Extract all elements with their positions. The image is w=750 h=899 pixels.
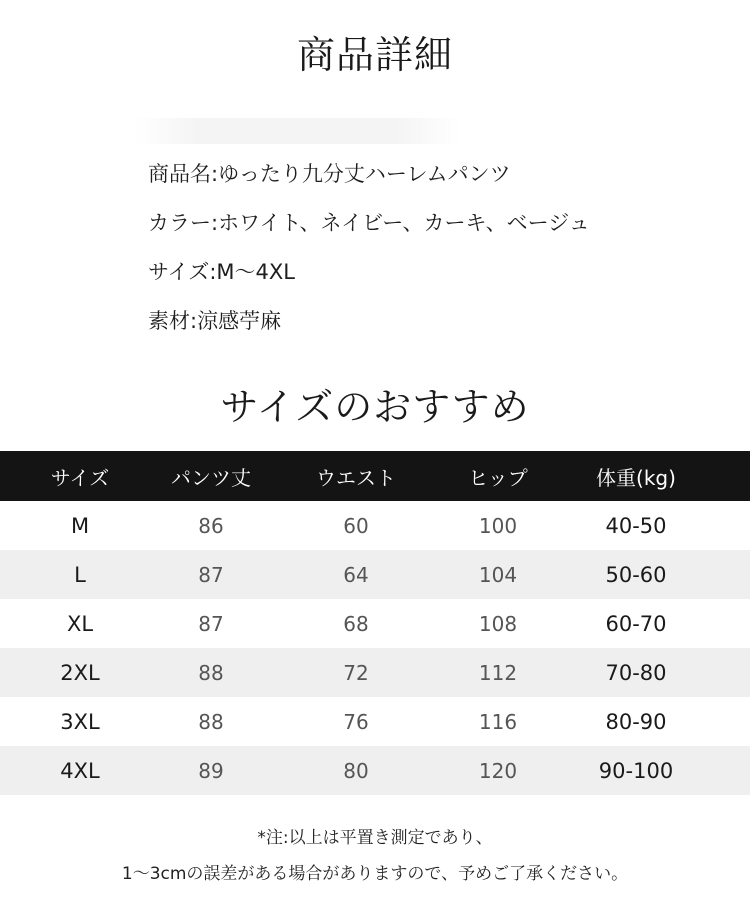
size-section-title: サイズのおすすめ bbox=[220, 385, 530, 429]
cell-length: 87 bbox=[198, 562, 224, 587]
header-length: パンツ丈 bbox=[171, 465, 251, 490]
cell-size: 4XL bbox=[60, 758, 100, 783]
note-line-2: 1〜3cmの誤差がある場合がありますので、予めご了承ください。 bbox=[121, 864, 629, 884]
spec-value: ゆったり九分丈ハーレムパンツ bbox=[218, 162, 511, 186]
cell-weight: 70-80 bbox=[605, 660, 667, 685]
cell-hip: 100 bbox=[478, 513, 518, 538]
decorative-shadow bbox=[135, 118, 460, 144]
cell-length: 89 bbox=[198, 758, 224, 783]
spec-value: M〜4XL bbox=[216, 260, 295, 284]
cell-length: 88 bbox=[198, 709, 224, 734]
spec-label: カラー bbox=[148, 211, 211, 235]
spec-value: 涼感苧麻 bbox=[197, 309, 282, 333]
cell-hip: 108 bbox=[478, 611, 518, 636]
cell-waist: 60 bbox=[343, 513, 369, 538]
cell-length: 87 bbox=[198, 611, 224, 636]
header-waist: ウエスト bbox=[316, 465, 396, 490]
cell-length: 88 bbox=[198, 660, 224, 685]
header-size: サイズ bbox=[50, 465, 110, 490]
table-row bbox=[0, 501, 750, 550]
cell-waist: 80 bbox=[343, 758, 369, 783]
page-title: 商品詳細 bbox=[296, 33, 453, 77]
note-line-1: *注:以上は平置き測定であり、 bbox=[257, 828, 493, 848]
cell-weight: 60-70 bbox=[605, 611, 667, 636]
table-row bbox=[0, 599, 750, 648]
table-row bbox=[0, 648, 750, 697]
cell-weight: 50-60 bbox=[605, 562, 667, 587]
cell-length: 86 bbox=[198, 513, 224, 538]
cell-size: XL bbox=[66, 611, 94, 636]
cell-waist: 76 bbox=[343, 709, 369, 734]
cell-size: L bbox=[74, 562, 86, 587]
spec-separator: : bbox=[190, 309, 198, 333]
spec-row-color bbox=[148, 205, 708, 254]
spec-label: 商品名 bbox=[148, 162, 211, 186]
size-table bbox=[0, 451, 750, 795]
cell-size: 3XL bbox=[60, 709, 100, 734]
header-weight: 体重(kg) bbox=[596, 465, 676, 490]
cell-hip: 112 bbox=[478, 660, 518, 685]
spec-label: 素材 bbox=[148, 309, 190, 333]
spec-row-product-name bbox=[148, 156, 708, 205]
spec-row-size bbox=[148, 254, 708, 303]
cell-waist: 72 bbox=[343, 660, 369, 685]
measurement-notes bbox=[0, 820, 750, 892]
table-row bbox=[0, 550, 750, 599]
table-row bbox=[0, 746, 750, 795]
table-row bbox=[0, 697, 750, 746]
spec-row-material bbox=[148, 303, 708, 352]
product-specs bbox=[148, 156, 708, 352]
table-header-row bbox=[0, 451, 750, 501]
spec-separator: : bbox=[211, 211, 219, 235]
spec-label: サイズ bbox=[148, 260, 210, 284]
spec-separator: : bbox=[209, 260, 217, 284]
cell-weight: 80-90 bbox=[605, 709, 667, 734]
spec-separator: : bbox=[211, 162, 219, 186]
cell-size: 2XL bbox=[60, 660, 100, 685]
header-hip: ヒップ bbox=[468, 465, 528, 490]
cell-size: M bbox=[70, 513, 90, 538]
cell-weight: 90-100 bbox=[598, 758, 674, 783]
cell-weight: 40-50 bbox=[605, 513, 667, 538]
cell-hip: 120 bbox=[478, 758, 518, 783]
cell-hip: 116 bbox=[478, 709, 518, 734]
spec-value: ホワイト、ネイビー、カーキ、ベージュ bbox=[218, 211, 590, 235]
cell-waist: 64 bbox=[343, 562, 369, 587]
cell-waist: 68 bbox=[343, 611, 369, 636]
cell-hip: 104 bbox=[478, 562, 518, 587]
